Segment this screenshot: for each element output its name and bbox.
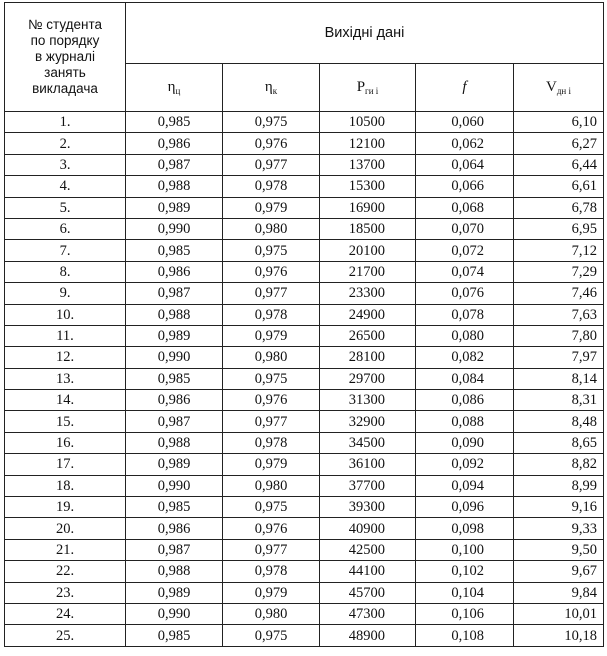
f-cell: 0,070 xyxy=(416,218,514,239)
v-cell: 9,16 xyxy=(514,497,604,518)
eta-k-cell: 0,977 xyxy=(223,539,320,560)
f-cell: 0,060 xyxy=(416,112,514,133)
p-cell: 10500 xyxy=(320,112,416,133)
v-cell: 8,14 xyxy=(514,368,604,389)
student-number-cell: 25. xyxy=(5,625,126,646)
p-cell: 15300 xyxy=(320,176,416,197)
eta-c-cell: 0,986 xyxy=(126,390,223,411)
eta-c-cell: 0,988 xyxy=(126,304,223,325)
v-cell: 9,33 xyxy=(514,518,604,539)
eta-k-cell: 0,980 xyxy=(223,475,320,496)
eta-k-cell: 0,975 xyxy=(223,112,320,133)
table-row xyxy=(5,133,604,154)
eta-k-cell: 0,978 xyxy=(223,561,320,582)
eta-c-cell: 0,985 xyxy=(126,497,223,518)
v-cell: 7,46 xyxy=(514,283,604,304)
f-cell: 0,078 xyxy=(416,304,514,325)
v-cell: 6,95 xyxy=(514,218,604,239)
eta-k-cell: 0,975 xyxy=(223,368,320,389)
table-row xyxy=(5,176,604,197)
eta-c-cell: 0,990 xyxy=(126,347,223,368)
eta-k-cell: 0,975 xyxy=(223,625,320,646)
p-cell: 31300 xyxy=(320,390,416,411)
student-number-cell: 13. xyxy=(5,368,126,389)
student-number-cell: 10. xyxy=(5,304,126,325)
table-row xyxy=(5,475,604,496)
eta-k-cell: 0,979 xyxy=(223,325,320,346)
p-cell: 44100 xyxy=(320,561,416,582)
eta-c-header: $\eta_ц$ xyxy=(126,63,223,111)
eta-k-cell: 0,975 xyxy=(223,240,320,261)
eta-c-cell: 0,990 xyxy=(126,218,223,239)
source-data-header: Вихідні дані xyxy=(126,3,604,64)
f-cell: 0,104 xyxy=(416,582,514,603)
student-header-line: № студента xyxy=(28,17,102,32)
p-cell: 34500 xyxy=(320,432,416,453)
f-cell: 0,088 xyxy=(416,411,514,432)
student-number-cell: 12. xyxy=(5,347,126,368)
v-header: $V_{дн і}$ xyxy=(514,63,604,111)
eta-k-cell: 0,976 xyxy=(223,133,320,154)
table-row xyxy=(5,112,604,133)
v-cell: 8,31 xyxy=(514,390,604,411)
f-cell: 0,098 xyxy=(416,518,514,539)
f-cell: 0,066 xyxy=(416,176,514,197)
eta-c-cell: 0,988 xyxy=(126,561,223,582)
v-cell: 9,84 xyxy=(514,582,604,603)
p-cell: 37700 xyxy=(320,475,416,496)
eta-k-cell: 0,980 xyxy=(223,347,320,368)
student-number-cell: 15. xyxy=(5,411,126,432)
eta-k-cell: 0,979 xyxy=(223,197,320,218)
student-header-line: занять xyxy=(44,65,86,80)
p-cell: 23300 xyxy=(320,283,416,304)
table-row xyxy=(5,497,604,518)
v-cell: 8,82 xyxy=(514,454,604,475)
student-number-cell: 7. xyxy=(5,240,126,261)
v-cell: 10,18 xyxy=(514,625,604,646)
v-cell: 8,99 xyxy=(514,475,604,496)
student-number-cell: 17. xyxy=(5,454,126,475)
f-cell: 0,072 xyxy=(416,240,514,261)
eta-k-cell: 0,978 xyxy=(223,432,320,453)
student-number-cell: 24. xyxy=(5,603,126,624)
p-cell: 13700 xyxy=(320,154,416,175)
eta-k-cell: 0,977 xyxy=(223,154,320,175)
eta-c-cell: 0,986 xyxy=(126,133,223,154)
student-number-cell: 23. xyxy=(5,582,126,603)
student-number-cell: 8. xyxy=(5,261,126,282)
p-cell: 42500 xyxy=(320,539,416,560)
v-cell: 7,97 xyxy=(514,347,604,368)
p-cell: 48900 xyxy=(320,625,416,646)
p-cell: 32900 xyxy=(320,411,416,432)
p-cell: 28100 xyxy=(320,347,416,368)
f-cell: 0,092 xyxy=(416,454,514,475)
table-row xyxy=(5,454,604,475)
f-cell: 0,076 xyxy=(416,283,514,304)
eta-k-cell: 0,977 xyxy=(223,411,320,432)
p-cell: 24900 xyxy=(320,304,416,325)
student-number-cell: 20. xyxy=(5,518,126,539)
table-row xyxy=(5,603,604,624)
p-cell: 36100 xyxy=(320,454,416,475)
student-number-cell: 4. xyxy=(5,176,126,197)
student-header-line: викладача xyxy=(32,81,98,96)
table-row xyxy=(5,432,604,453)
table-row xyxy=(5,304,604,325)
student-number-cell: 2. xyxy=(5,133,126,154)
eta-c-cell: 0,989 xyxy=(126,454,223,475)
f-cell: 0,082 xyxy=(416,347,514,368)
eta-c-cell: 0,985 xyxy=(126,240,223,261)
f-cell: 0,106 xyxy=(416,603,514,624)
v-cell: 6,61 xyxy=(514,176,604,197)
f-cell: 0,090 xyxy=(416,432,514,453)
table-row xyxy=(5,240,604,261)
student-number-cell: 14. xyxy=(5,390,126,411)
v-cell: 8,65 xyxy=(514,432,604,453)
eta-k-cell: 0,976 xyxy=(223,518,320,539)
student-number-cell: 6. xyxy=(5,218,126,239)
p-cell: 45700 xyxy=(320,582,416,603)
p-cell: 29700 xyxy=(320,368,416,389)
eta-c-cell: 0,988 xyxy=(126,432,223,453)
p-cell: 12100 xyxy=(320,133,416,154)
f-cell: 0,074 xyxy=(416,261,514,282)
p-cell: 26500 xyxy=(320,325,416,346)
f-cell: 0,084 xyxy=(416,368,514,389)
v-cell: 6,27 xyxy=(514,133,604,154)
student-number-cell: 18. xyxy=(5,475,126,496)
eta-c-cell: 0,989 xyxy=(126,582,223,603)
table-row xyxy=(5,261,604,282)
eta-k-cell: 0,978 xyxy=(223,304,320,325)
student-number-cell: 5. xyxy=(5,197,126,218)
table-row xyxy=(5,411,604,432)
f-cell: 0,108 xyxy=(416,625,514,646)
eta-k-cell: 0,975 xyxy=(223,497,320,518)
v-cell: 6,44 xyxy=(514,154,604,175)
v-cell: 7,12 xyxy=(514,240,604,261)
student-number-header xyxy=(5,3,126,112)
eta-c-cell: 0,989 xyxy=(126,197,223,218)
eta-c-cell: 0,987 xyxy=(126,283,223,304)
table-row xyxy=(5,218,604,239)
table-row xyxy=(5,197,604,218)
eta-k-cell: 0,979 xyxy=(223,582,320,603)
table-row xyxy=(5,368,604,389)
eta-c-cell: 0,990 xyxy=(126,603,223,624)
p-cell: 18500 xyxy=(320,218,416,239)
table-row xyxy=(5,625,604,646)
v-cell: 9,50 xyxy=(514,539,604,560)
student-number-cell: 19. xyxy=(5,497,126,518)
student-number-cell: 22. xyxy=(5,561,126,582)
table-row xyxy=(5,518,604,539)
eta-k-cell: 0,978 xyxy=(223,176,320,197)
eta-c-cell: 0,987 xyxy=(126,154,223,175)
f-cell: 0,062 xyxy=(416,133,514,154)
p-cell: 21700 xyxy=(320,261,416,282)
eta-c-cell: 0,989 xyxy=(126,325,223,346)
f-cell: 0,102 xyxy=(416,561,514,582)
table-row xyxy=(5,283,604,304)
table-body xyxy=(5,112,604,647)
table-row xyxy=(5,154,604,175)
p-cell: 20100 xyxy=(320,240,416,261)
eta-c-cell: 0,986 xyxy=(126,518,223,539)
p-cell: 16900 xyxy=(320,197,416,218)
eta-k-header: $\eta_к$ xyxy=(223,63,320,111)
student-number-cell: 21. xyxy=(5,539,126,560)
v-cell: 6,10 xyxy=(514,112,604,133)
f-cell: 0,080 xyxy=(416,325,514,346)
eta-k-cell: 0,976 xyxy=(223,261,320,282)
v-cell: 10,01 xyxy=(514,603,604,624)
p-cell: 39300 xyxy=(320,497,416,518)
student-number-cell: 1. xyxy=(5,112,126,133)
eta-k-cell: 0,980 xyxy=(223,218,320,239)
eta-c-cell: 0,990 xyxy=(126,475,223,496)
student-number-cell: 11. xyxy=(5,325,126,346)
table-row xyxy=(5,325,604,346)
eta-c-cell: 0,985 xyxy=(126,368,223,389)
eta-c-cell: 0,988 xyxy=(126,176,223,197)
source-data-table xyxy=(4,2,604,647)
eta-k-cell: 0,976 xyxy=(223,390,320,411)
table-row xyxy=(5,539,604,560)
eta-k-cell: 0,977 xyxy=(223,283,320,304)
v-cell: 6,78 xyxy=(514,197,604,218)
student-header-line: в журналі xyxy=(34,49,96,64)
v-cell: 7,80 xyxy=(514,325,604,346)
student-number-cell: 16. xyxy=(5,432,126,453)
eta-c-cell: 0,986 xyxy=(126,261,223,282)
student-header-line: по порядку xyxy=(30,33,100,48)
table-row xyxy=(5,347,604,368)
table-row xyxy=(5,561,604,582)
p-cell: 47300 xyxy=(320,603,416,624)
p-header: $P_{ги і}$ xyxy=(320,63,416,111)
v-cell: 7,63 xyxy=(514,304,604,325)
p-cell: 40900 xyxy=(320,518,416,539)
student-number-cell: 3. xyxy=(5,154,126,175)
f-cell: 0,086 xyxy=(416,390,514,411)
eta-c-cell: 0,987 xyxy=(126,539,223,560)
eta-c-cell: 0,985 xyxy=(126,112,223,133)
v-cell: 8,48 xyxy=(514,411,604,432)
f-cell: 0,100 xyxy=(416,539,514,560)
eta-c-cell: 0,987 xyxy=(126,411,223,432)
table-row xyxy=(5,582,604,603)
f-cell: 0,096 xyxy=(416,497,514,518)
table-row xyxy=(5,390,604,411)
v-cell: 7,29 xyxy=(514,261,604,282)
student-number-cell: 9. xyxy=(5,283,126,304)
f-cell: 0,064 xyxy=(416,154,514,175)
f-cell: 0,094 xyxy=(416,475,514,496)
f-cell: 0,068 xyxy=(416,197,514,218)
eta-k-cell: 0,979 xyxy=(223,454,320,475)
f-header: f xyxy=(416,63,514,111)
eta-k-cell: 0,980 xyxy=(223,603,320,624)
v-cell: 9,67 xyxy=(514,561,604,582)
eta-c-cell: 0,985 xyxy=(126,625,223,646)
